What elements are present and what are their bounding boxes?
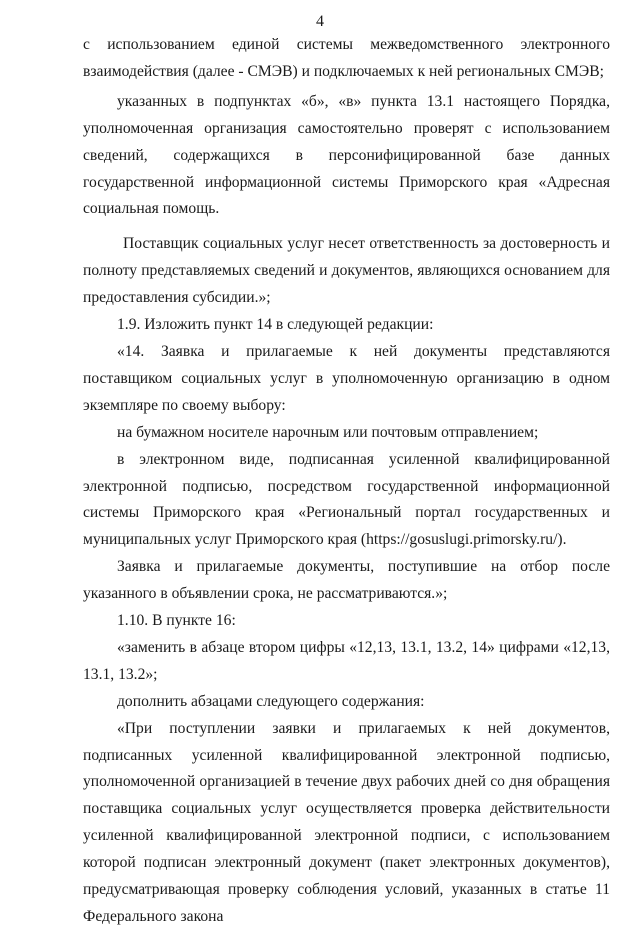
document-body: [83, 32, 610, 931]
page-number: 4: [316, 13, 324, 30]
paragraph-1: с использованием единой системы межведомственного электронного взаимодействия (далее - СМЭВ) и подключаемых к ней региональных СМЭВ;: [83, 36, 610, 80]
paragraph-12: «При поступлении заявки и прилагаемых к ней документов, подписанных усиленной квалифицированной электронной подписью, уполномоченной организацией в течение двух рабочих дней со дня обращения поставщика социальных услуг осуществляется проверка действительности усиленной квалифицированной электронной подписи, с использованием которой подписан электронный документ (пакет электронных документов), предусматривающая проверку соблюдения условий, указанных в статье 11 Федерального закона: [83, 719, 610, 925]
paragraph-9: 1.10. В пункте 16:: [117, 612, 236, 630]
paragraph-11: дополнить абзацами следующего содержания:: [117, 692, 425, 710]
paragraph-6: на бумажном носителе нарочным или почтовым отправлением;: [117, 423, 539, 441]
paragraph-5: «14. Заявка и прилагаемые к ней документы представляются поставщиком социальных услуг в уполномоченную организацию в одном экземпляре по своему выбору:: [83, 342, 610, 414]
paragraph-3: Поставщик социальных услуг несет ответственность за достоверность и полноту представляемых сведений и документов, являющихся основанием для предоставления субсидии.»;: [83, 235, 610, 307]
paragraph-7: в электронном виде, подписанная усиленной квалифицированной электронной подписью, посредством государственной информационной системы Приморского края «Региональный портал государственных и муниципальных услуг Приморского края (https://gosuslugi.primorsky.ru/).: [83, 450, 610, 549]
paragraph-10: «заменить в абзаце втором цифры «12,13, 13.1, 13.2, 14» цифрами «12,13, 13.1, 13.2»;: [83, 638, 610, 683]
paragraph-8: Заявка и прилагаемые документы, поступившие на отбор после указанного в объявлении срока, не рассматриваются.»;: [83, 558, 610, 603]
paragraph-2: указанных в подпунктах «б», «в» пункта 13.1 настоящего Порядка, уполномоченная организация самостоятельно проверят с использованием сведений, содержащихся в персонифицированной базе данных государственной информационной системы Приморского края «Адресная социальная помощь.: [83, 92, 610, 218]
paragraph-4: 1.9. Изложить пункт 14 в следующей редакции:: [117, 316, 434, 334]
